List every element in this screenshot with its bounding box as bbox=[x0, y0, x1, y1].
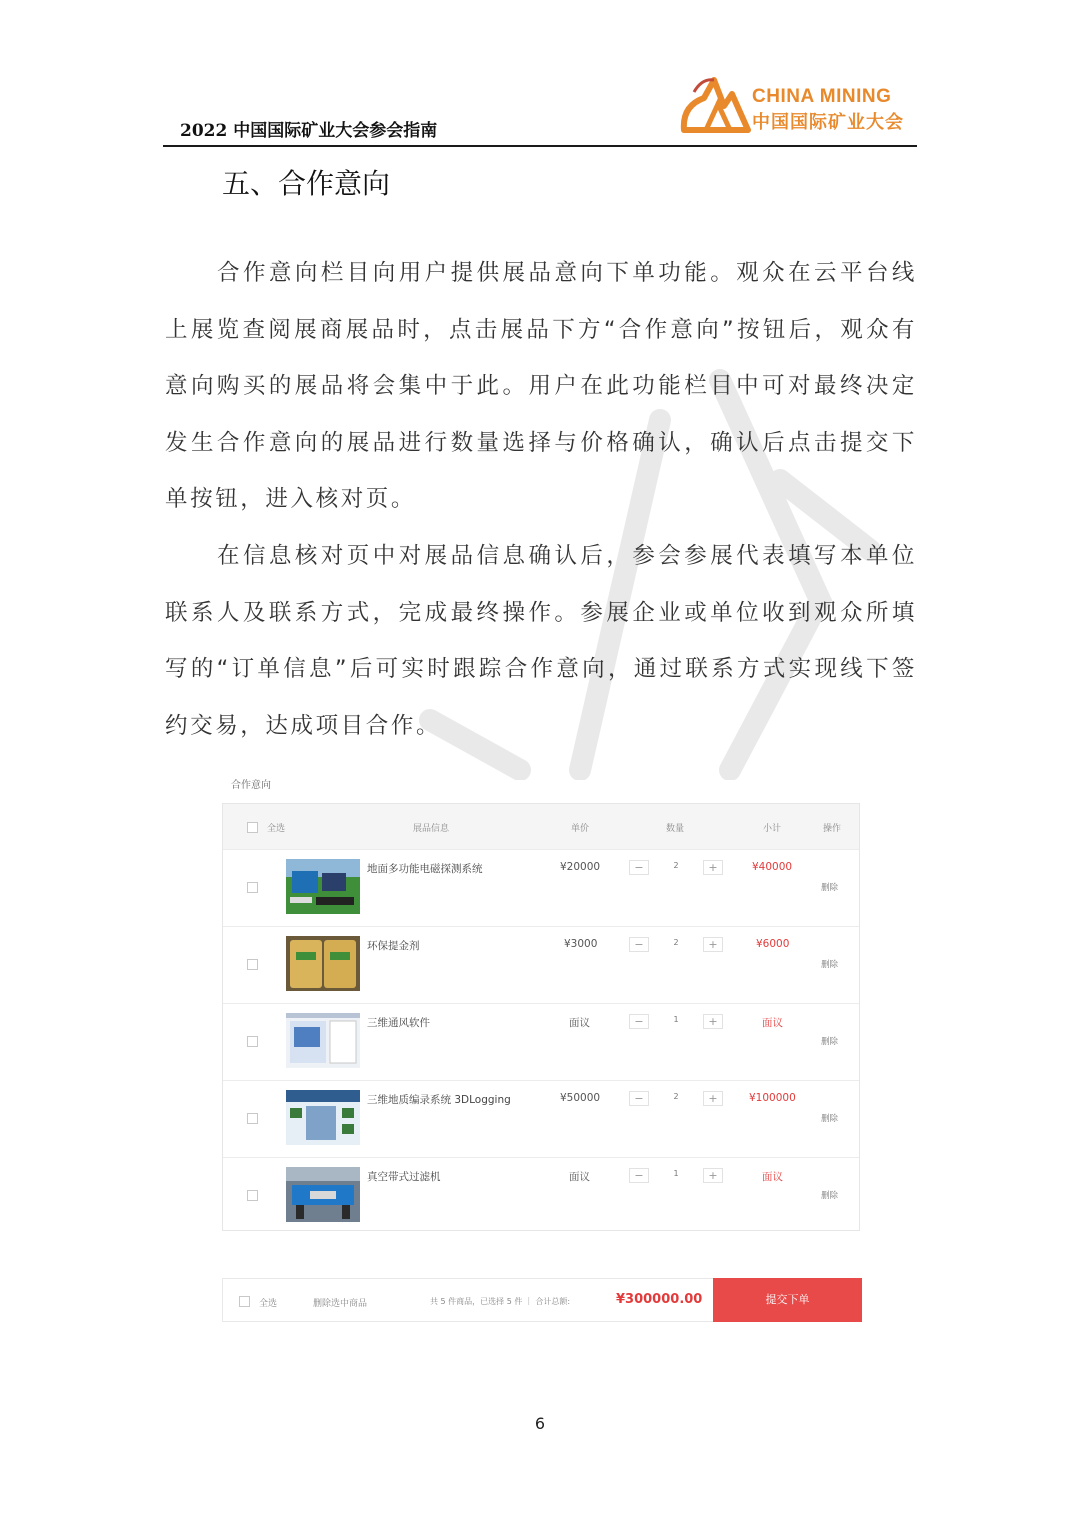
cart-row bbox=[223, 1080, 859, 1157]
row-checkbox[interactable] bbox=[247, 882, 258, 893]
quantity-increase-button[interactable]: + bbox=[703, 937, 723, 952]
delete-link[interactable]: 删除 bbox=[821, 1114, 839, 1124]
cart-row bbox=[223, 926, 859, 1003]
quantity-stepper bbox=[629, 1014, 723, 1029]
product-thumbnail bbox=[286, 1013, 360, 1068]
header-divider bbox=[163, 145, 917, 147]
cart-row bbox=[223, 1003, 859, 1080]
quantity-value[interactable]: 2 bbox=[673, 1092, 679, 1101]
unit-price: ¥3000 bbox=[564, 938, 598, 950]
page-number: 6 bbox=[534, 1414, 546, 1433]
cart-table bbox=[222, 803, 860, 1231]
header-select-all: 全选 bbox=[267, 824, 286, 834]
unit-price: ¥50000 bbox=[560, 1092, 601, 1104]
unit-price: 面议 bbox=[569, 1017, 590, 1029]
product-thumbnail bbox=[286, 1167, 360, 1222]
quantity-stepper bbox=[629, 1168, 723, 1183]
delete-link[interactable]: 删除 bbox=[821, 883, 839, 893]
cart-row bbox=[223, 1157, 859, 1234]
paragraph-2: 在信息核对页中对展品信息确认后，参会参展代表填写本单位联系人及联系方式，完成最终操作。参展企业或单位收到观众所填写的“订单信息”后可实时跟踪合作意向，通过联系方式实现线下签约交易，达成项目合作。 bbox=[165, 543, 917, 739]
logo-text-cn: 中国国际矿业大会 bbox=[752, 112, 904, 133]
delete-link[interactable]: 删除 bbox=[821, 1037, 839, 1047]
submit-order-button[interactable]: 提交下单 bbox=[713, 1278, 862, 1322]
quantity-value[interactable]: 2 bbox=[673, 938, 679, 947]
product-name[interactable]: 真空带式过滤机 bbox=[367, 1171, 441, 1183]
delete-link[interactable]: 删除 bbox=[821, 1191, 839, 1201]
quantity-increase-button[interactable]: + bbox=[703, 1168, 723, 1183]
row-subtotal: 面议 bbox=[762, 1171, 783, 1183]
cart-table-header bbox=[223, 804, 859, 849]
cart-caption: 合作意向 bbox=[231, 780, 271, 791]
quantity-stepper bbox=[629, 860, 723, 875]
unit-price: ¥20000 bbox=[560, 861, 601, 873]
row-checkbox[interactable] bbox=[247, 1113, 258, 1124]
quantity-value[interactable]: 1 bbox=[673, 1015, 679, 1024]
quantity-stepper bbox=[629, 937, 723, 952]
product-name[interactable]: 环保提金剂 bbox=[367, 940, 420, 952]
quantity-value[interactable]: 1 bbox=[673, 1169, 679, 1178]
row-checkbox[interactable] bbox=[247, 1190, 258, 1201]
quantity-decrease-button[interactable]: − bbox=[629, 1014, 649, 1029]
cart-summary: 共 5 件商品，已选择 5 件 ｜ 合计总额: bbox=[430, 1297, 571, 1306]
header-quantity: 数量 bbox=[666, 824, 685, 834]
header-action: 操作 bbox=[823, 824, 842, 834]
select-all-checkbox[interactable] bbox=[247, 822, 258, 833]
paragraph-1: 合作意向栏目向用户提供展品意向下单功能。观众在云平台线上展览查阅展商展品时，点击展品下方“合作意向”按钮后，观众有意向购买的展品将会集中于此。用户在此功能栏目中可对最终决定发生合作意向的展品进行数量选择与价格确认，确认后点击提交下单按钮，进入核对页。 bbox=[165, 260, 917, 512]
row-subtotal: ¥100000 bbox=[749, 1092, 796, 1104]
footer-select-all-checkbox[interactable] bbox=[239, 1296, 250, 1307]
unit-price: 面议 bbox=[569, 1171, 590, 1183]
delete-link[interactable]: 删除 bbox=[821, 960, 839, 970]
document-header-title: 2022 中国国际矿业大会参会指南 bbox=[180, 121, 438, 141]
product-name[interactable]: 三维地质编录系统 3DLogging bbox=[367, 1094, 511, 1106]
product-name[interactable]: 三维通风软件 bbox=[367, 1017, 430, 1029]
quantity-value[interactable]: 2 bbox=[673, 861, 679, 870]
product-thumbnail bbox=[286, 859, 360, 914]
quantity-decrease-button[interactable]: − bbox=[629, 937, 649, 952]
quantity-decrease-button[interactable]: − bbox=[629, 1091, 649, 1106]
product-name[interactable]: 地面多功能电磁探测系统 bbox=[367, 863, 483, 875]
cart-footer-bar bbox=[222, 1278, 862, 1322]
footer-select-all-label: 全选 bbox=[259, 1299, 278, 1309]
quantity-stepper bbox=[629, 1091, 723, 1106]
row-subtotal: ¥6000 bbox=[756, 938, 790, 950]
cart-total: ¥300000.00 bbox=[616, 1292, 703, 1307]
section-heading: 五、合作意向 bbox=[222, 167, 391, 200]
header-unit-price: 单价 bbox=[571, 824, 590, 834]
delete-selected-button[interactable]: 删除选中商品 bbox=[313, 1299, 368, 1309]
row-subtotal: 面议 bbox=[762, 1017, 783, 1029]
row-subtotal: ¥40000 bbox=[752, 861, 793, 873]
row-checkbox[interactable] bbox=[247, 959, 258, 970]
header-subtotal: 小计 bbox=[763, 824, 782, 834]
quantity-decrease-button[interactable]: − bbox=[629, 1168, 649, 1183]
quantity-increase-button[interactable]: + bbox=[703, 860, 723, 875]
cart-row bbox=[223, 849, 859, 926]
quantity-decrease-button[interactable]: − bbox=[629, 860, 649, 875]
quantity-increase-button[interactable]: + bbox=[703, 1014, 723, 1029]
product-thumbnail bbox=[286, 936, 360, 991]
header-product: 展品信息 bbox=[413, 824, 450, 834]
quantity-increase-button[interactable]: + bbox=[703, 1091, 723, 1106]
logo-text-en: CHINA MINING bbox=[752, 86, 892, 107]
product-thumbnail bbox=[286, 1090, 360, 1145]
row-checkbox[interactable] bbox=[247, 1036, 258, 1047]
